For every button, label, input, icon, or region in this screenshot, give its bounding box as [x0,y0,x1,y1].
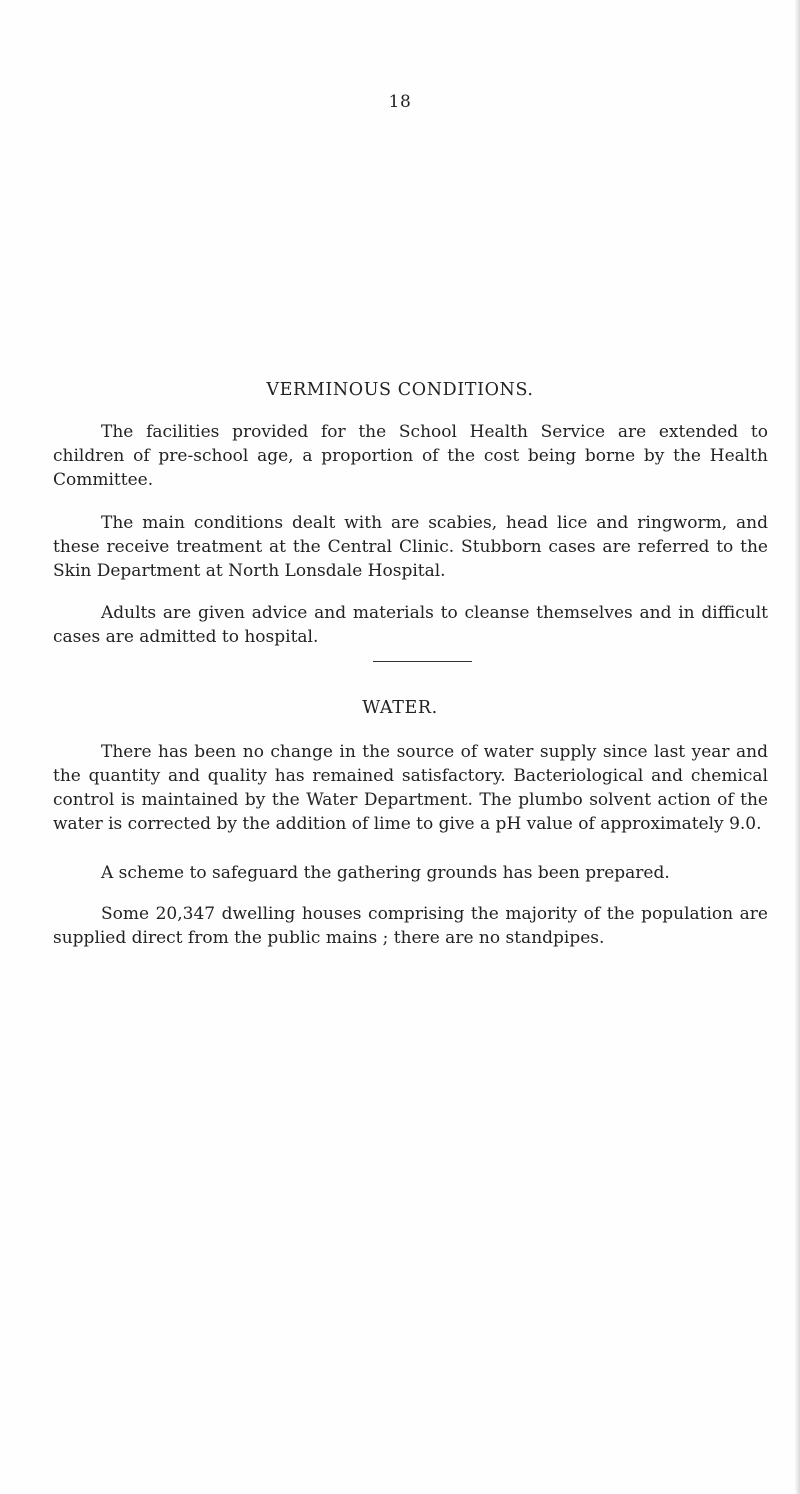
paragraph: The facilities provided for the School Health Service are extended to children of pre-school age, a proportion of the cost being borne by the Health Committee. [53,422,768,490]
section-heading-water: WATER. [362,698,438,718]
page-number: 18 [388,92,412,112]
page-edge-shadow [794,0,800,1494]
paragraph: There has been no change in the source of water supply since last year and the quantity and quality has remained satisfactory. Bacteriological and chemical control is maintained by the Water Department. The plumbo solvent action of the water is corrected by the addition of lime to give a pH value of approximately 9.0. [53,742,768,834]
paragraph: The main conditions dealt with are scabies, head lice and ringworm, and these receive treatment at the Central Clinic. Stubborn cases are referred to the Skin Department at North Lonsdale Hospital. [53,513,768,581]
section-heading-verminous-conditions: VERMINOUS CONDITIONS. [266,380,534,400]
paragraph: A scheme to safeguard the gathering grounds has been prepared. [101,863,670,883]
section-divider [373,661,472,662]
paragraph: Some 20,347 dwelling houses comprising the majority of the population are supplied direct from the public mains ; there are no standpipes. [53,904,768,948]
paragraph: Adults are given advice and materials to cleanse themselves and in difficult cases are admitted to hospital. [53,603,768,647]
